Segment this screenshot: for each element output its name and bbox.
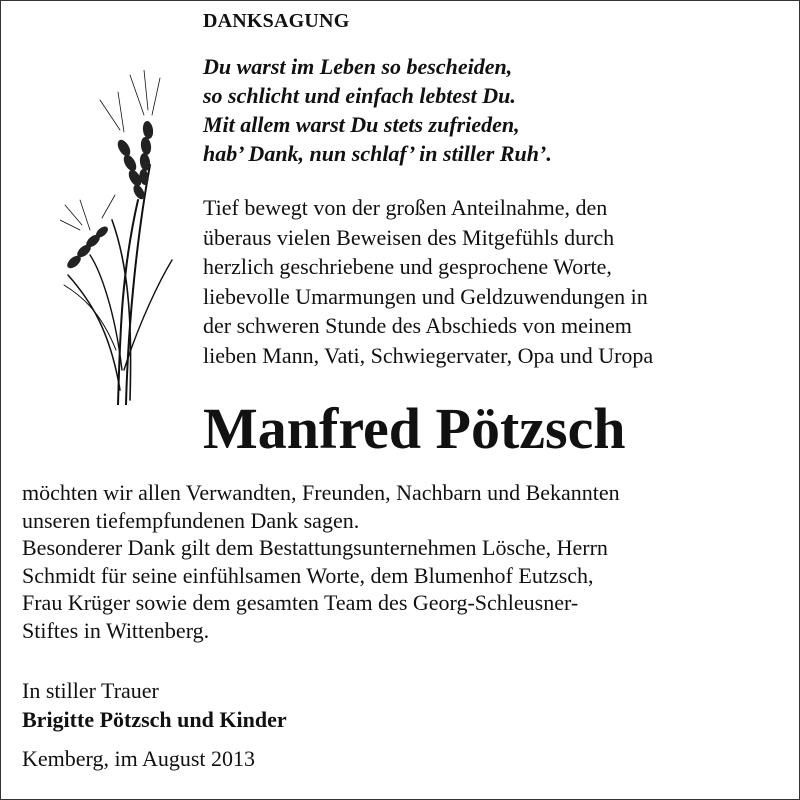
body-line: Schmidt für seine einfühlsamen Worte, dem Blumenhof Eutzsch, (22, 562, 594, 588)
intro-line: herzlich geschriebene und gesprochene Worte, (203, 254, 612, 279)
wheat-ears-icon (60, 70, 190, 405)
deceased-name: Manfred Pötzsch (203, 396, 626, 461)
body-line: unseren tiefempfundenen Dank sagen. (22, 507, 360, 533)
body-line: möchten wir allen Verwandten, Freunden, Nachbarn und Bekannten (22, 480, 620, 505)
intro-line: Tief bewegt von der großen Anteilnahme, den (203, 195, 608, 220)
intro-line: der schweren Stunde des Abschieds von meinem (203, 313, 632, 338)
body-text (22, 479, 792, 644)
intro-line: liebevolle Umarmungen und Geldzuwendungen in (203, 283, 648, 309)
body-line: Stiftes in Wittenberg. (22, 617, 210, 643)
intro-line: lieben Mann, Vati, Schwiegervater, Opa und Uropa (203, 342, 654, 368)
mourning-label: In stiller Trauer (22, 678, 159, 703)
intro-text (203, 193, 783, 370)
poem-line: Du warst im Leben so bescheiden, (203, 54, 513, 79)
poem (203, 52, 552, 168)
poem-line: so schlicht und einfach lebtest Du. (203, 83, 516, 108)
heading: DANKSAGUNG (203, 10, 350, 32)
poem-line: Mit allem warst Du stets zufrieden, (203, 112, 520, 137)
family-signature: Brigitte Pötzsch und Kinder (22, 707, 287, 732)
place-date: Kemberg, im August 2013 (22, 746, 256, 771)
poem-line: hab’ Dank, nun schlaf’ in stiller Ruh’. (203, 141, 552, 166)
mourning-block (22, 676, 287, 734)
body-line: Besonderer Dank gilt dem Bestattungsunternehmen Lösche, Herrn (22, 535, 608, 560)
body-line: Frau Krüger sowie dem gesamten Team des Georg-Schleusner- (22, 590, 579, 615)
intro-line: überaus vielen Beweisen des Mitgefühls durch (203, 224, 615, 250)
